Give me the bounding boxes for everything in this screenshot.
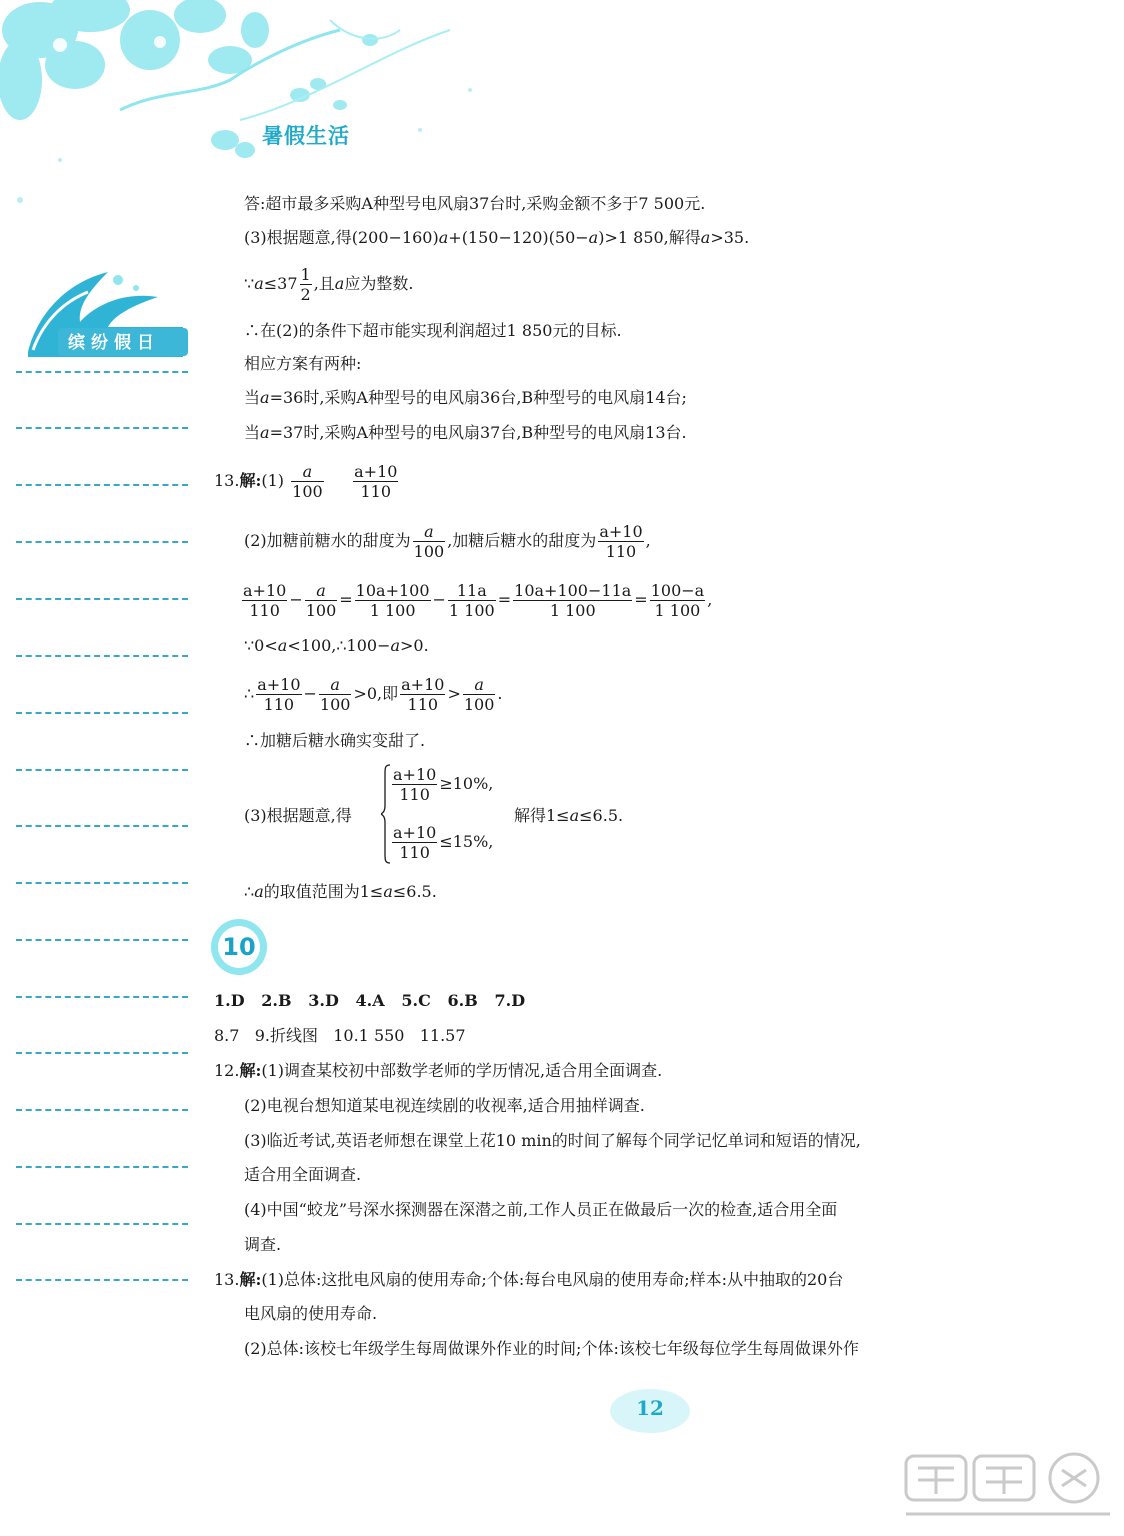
var-a: a <box>383 882 393 901</box>
denominator: 1 100 <box>448 601 495 620</box>
text: ∴ <box>244 684 255 703</box>
numerator: 100−a <box>650 581 705 600</box>
note-line <box>16 1052 188 1054</box>
text: ≤37 <box>263 274 298 293</box>
question-13b <box>214 1270 843 1290</box>
solution-label: 解: <box>239 1061 262 1080</box>
question-12 <box>214 1061 662 1081</box>
var-a: a <box>700 228 711 247</box>
operator: = <box>634 590 648 609</box>
answer-item: 5.C <box>401 991 431 1010</box>
sidebar-badge-label: 缤纷假日 <box>68 333 160 353</box>
note-line <box>16 769 188 771</box>
answer-line <box>244 423 687 443</box>
note-line <box>16 1166 188 1168</box>
text: 应为整数. <box>344 274 414 293</box>
section-number: 10 <box>222 933 256 961</box>
answer-row <box>214 991 525 1011</box>
numerator: a+10 <box>257 675 301 694</box>
note-line <box>16 1109 188 1111</box>
answer-line: 电风扇的使用寿命. <box>244 1304 378 1323</box>
text: , <box>645 531 651 550</box>
denominator: 110 <box>392 784 437 804</box>
answer-line <box>244 882 437 902</box>
text: 当 <box>244 388 261 407</box>
note-line <box>16 655 188 657</box>
text: ≤6.5. <box>392 882 437 901</box>
answer-item: 7.D <box>494 991 526 1010</box>
operator: − <box>303 684 317 703</box>
operator: = <box>339 590 353 609</box>
solution-label: 解: <box>239 1270 262 1289</box>
text: ≥10%, <box>439 774 494 793</box>
fraction <box>242 581 287 620</box>
fraction <box>392 823 437 862</box>
answer-line: 调查. <box>244 1235 282 1254</box>
denominator: 110 <box>242 600 287 620</box>
watermark-logo-icon <box>896 1450 1120 1532</box>
text: ≤6.5. <box>579 806 624 825</box>
question-13-part1 <box>214 459 400 503</box>
sidebar-badge <box>18 262 193 362</box>
denominator: 110 <box>256 694 301 714</box>
text: (1)总体:这批电风扇的使用寿命;个体:每台电风扇的使用寿命;样本:从中抽取的20台 <box>261 1270 844 1289</box>
answer-line: 相应方案有两种: <box>244 354 362 373</box>
text: >0. <box>400 636 429 655</box>
text: (1)调查某校初中部数学老师的学历情况,适合用全面调查. <box>261 1061 663 1080</box>
text: =36时,采购A种型号的电风扇36台,B种型号的电风扇14台; <box>269 388 687 407</box>
text: 解得1≤ <box>514 806 570 825</box>
var-a: a <box>254 882 264 901</box>
denominator: 100 <box>463 695 495 714</box>
denominator: 2 <box>300 285 311 304</box>
var-a: a <box>277 636 288 655</box>
operator: − <box>432 590 446 609</box>
note-line <box>16 541 188 543</box>
fraction <box>448 581 496 620</box>
note-line <box>16 598 188 600</box>
text: )>1 850,解得 <box>598 228 701 247</box>
text: <100,∴100− <box>287 636 391 655</box>
answer-line: (2)总体:该校七年级学生每周做课外作业的时间;个体:该校七年级每位学生每周做课外作 <box>244 1339 859 1358</box>
answer-line <box>244 636 429 656</box>
var-a: a <box>260 388 270 407</box>
fraction <box>413 522 446 561</box>
denominator: 1 100 <box>513 600 632 620</box>
text: +(150−120)(50− <box>448 228 589 247</box>
note-line <box>16 371 188 373</box>
note-line <box>16 427 188 429</box>
var-a: a <box>569 806 580 825</box>
text: ≤15%, <box>439 832 494 851</box>
var-a: a <box>390 636 401 655</box>
denominator: 1 100 <box>355 600 431 620</box>
fraction <box>650 581 705 620</box>
text: (2)加糖前糖水的甜度为 <box>244 531 411 550</box>
numerator: a <box>330 675 340 694</box>
operator: − <box>289 590 303 609</box>
note-line <box>16 996 188 998</box>
text: (1) <box>261 471 285 490</box>
inequality-row <box>390 762 493 806</box>
text: ∴ <box>244 882 255 901</box>
numerator: a+10 <box>599 522 643 541</box>
answer-line: 答:超市最多采购A种型号电风扇37台时,采购金额不多于7 500元. <box>244 194 706 213</box>
numerator: 1 <box>300 265 311 284</box>
numerator: 10a+100−11a <box>514 581 632 600</box>
fraction <box>392 765 437 804</box>
answer-line: 适合用全面调查. <box>244 1165 362 1184</box>
text: 当 <box>244 423 261 442</box>
numerator: a <box>302 462 313 481</box>
text: >35. <box>710 228 750 247</box>
question-number: 13. <box>214 1270 240 1289</box>
answer-line <box>244 388 687 408</box>
question-number: 12. <box>214 1061 240 1080</box>
denominator: 110 <box>598 541 643 561</box>
operator: = <box>497 590 512 609</box>
fraction <box>513 581 632 620</box>
text: 的取值范围为1≤ <box>263 882 384 901</box>
numerator: a <box>424 522 434 541</box>
text: . <box>497 684 503 703</box>
answer-item: 4.A <box>355 991 385 1010</box>
denominator: 100 <box>292 482 323 501</box>
denominator: 110 <box>400 694 445 714</box>
fraction <box>355 581 431 620</box>
fraction <box>463 675 496 714</box>
fraction <box>256 675 301 714</box>
answer-item: 3.D <box>308 991 339 1010</box>
answer-line: (3)临近考试,英语老师想在课堂上花10 min的时间了解每个同学记忆单词和短语的情况, <box>244 1131 861 1150</box>
numerator: a+10 <box>354 462 398 481</box>
answer-item: 2.B <box>261 991 292 1010</box>
fraction <box>319 675 352 714</box>
var-a: a <box>438 228 449 247</box>
answer-line <box>244 519 651 563</box>
equation-line <box>244 672 503 716</box>
denominator: 100 <box>413 542 445 561</box>
answer-line: (2)电视台想知道某电视连续剧的收视率,适合用抽样调查. <box>244 1096 645 1115</box>
denominator: 110 <box>392 842 437 862</box>
answer-line: ∴在(2)的条件下超市能实现利润超过1 850元的目标. <box>244 321 622 340</box>
denominator: 110 <box>353 481 398 501</box>
fraction <box>300 265 312 304</box>
var-a: a <box>588 228 599 247</box>
note-line <box>16 882 188 884</box>
numerator: 11a <box>456 581 487 600</box>
denominator: 1 100 <box>650 600 705 620</box>
numerator: a+10 <box>393 823 437 842</box>
denominator: 100 <box>319 695 351 714</box>
var-a: a <box>254 274 264 293</box>
fraction <box>400 675 445 714</box>
fraction <box>353 462 398 501</box>
answer-row: 8.7 9.折线图 10.1 550 11.57 <box>214 1026 466 1045</box>
fraction <box>291 462 324 501</box>
answer-line: ∴加糖后糖水确实变甜了. <box>244 731 426 750</box>
inequality-row <box>390 820 493 864</box>
numerator: a+10 <box>243 581 287 600</box>
fraction <box>305 581 338 620</box>
text: >0,即 <box>353 684 399 703</box>
numerator: 10a+100 <box>355 581 430 600</box>
operator: > <box>447 684 461 703</box>
var-a: a <box>334 274 345 293</box>
numerator: a+10 <box>393 765 437 784</box>
numerator: a+10 <box>401 675 445 694</box>
text: ∵0< <box>244 636 278 655</box>
answer-item: 6.B <box>447 991 478 1010</box>
note-line <box>16 712 188 714</box>
note-line <box>16 939 188 941</box>
fraction <box>598 522 643 561</box>
denominator: 100 <box>305 601 337 620</box>
text: (3)根据题意,得(200−160) <box>244 228 439 247</box>
text: ∵ <box>244 274 255 293</box>
note-line <box>16 825 188 827</box>
header-title: 暑假生活 <box>262 124 350 148</box>
numerator: a <box>474 675 484 694</box>
solution-label: 解: <box>239 471 262 490</box>
note-line <box>16 1279 188 1281</box>
equation-line <box>240 578 712 622</box>
text: ,加糖后糖水的甜度为 <box>447 531 597 550</box>
note-line <box>16 484 188 486</box>
note-line <box>16 1223 188 1225</box>
answer-line: (3)根据题意,得 <box>244 806 352 825</box>
answer-line: (4)中国“蛟龙”号深水探测器在深潜之前,工作人员正在做最后一次的检查,适合用全面 <box>244 1200 838 1219</box>
answer-line <box>244 262 413 306</box>
var-a: a <box>260 423 270 442</box>
page-number: 12 <box>636 1396 664 1420</box>
question-number: 13. <box>214 471 240 490</box>
answer-line <box>244 228 749 248</box>
text: =37时,采购A种型号的电风扇37台,B种型号的电风扇13台. <box>269 423 687 442</box>
answer-line <box>514 806 623 826</box>
answer-item: 1.D <box>214 991 245 1010</box>
numerator: a <box>316 581 326 600</box>
text: , <box>707 590 713 609</box>
text: ,且 <box>313 274 335 293</box>
